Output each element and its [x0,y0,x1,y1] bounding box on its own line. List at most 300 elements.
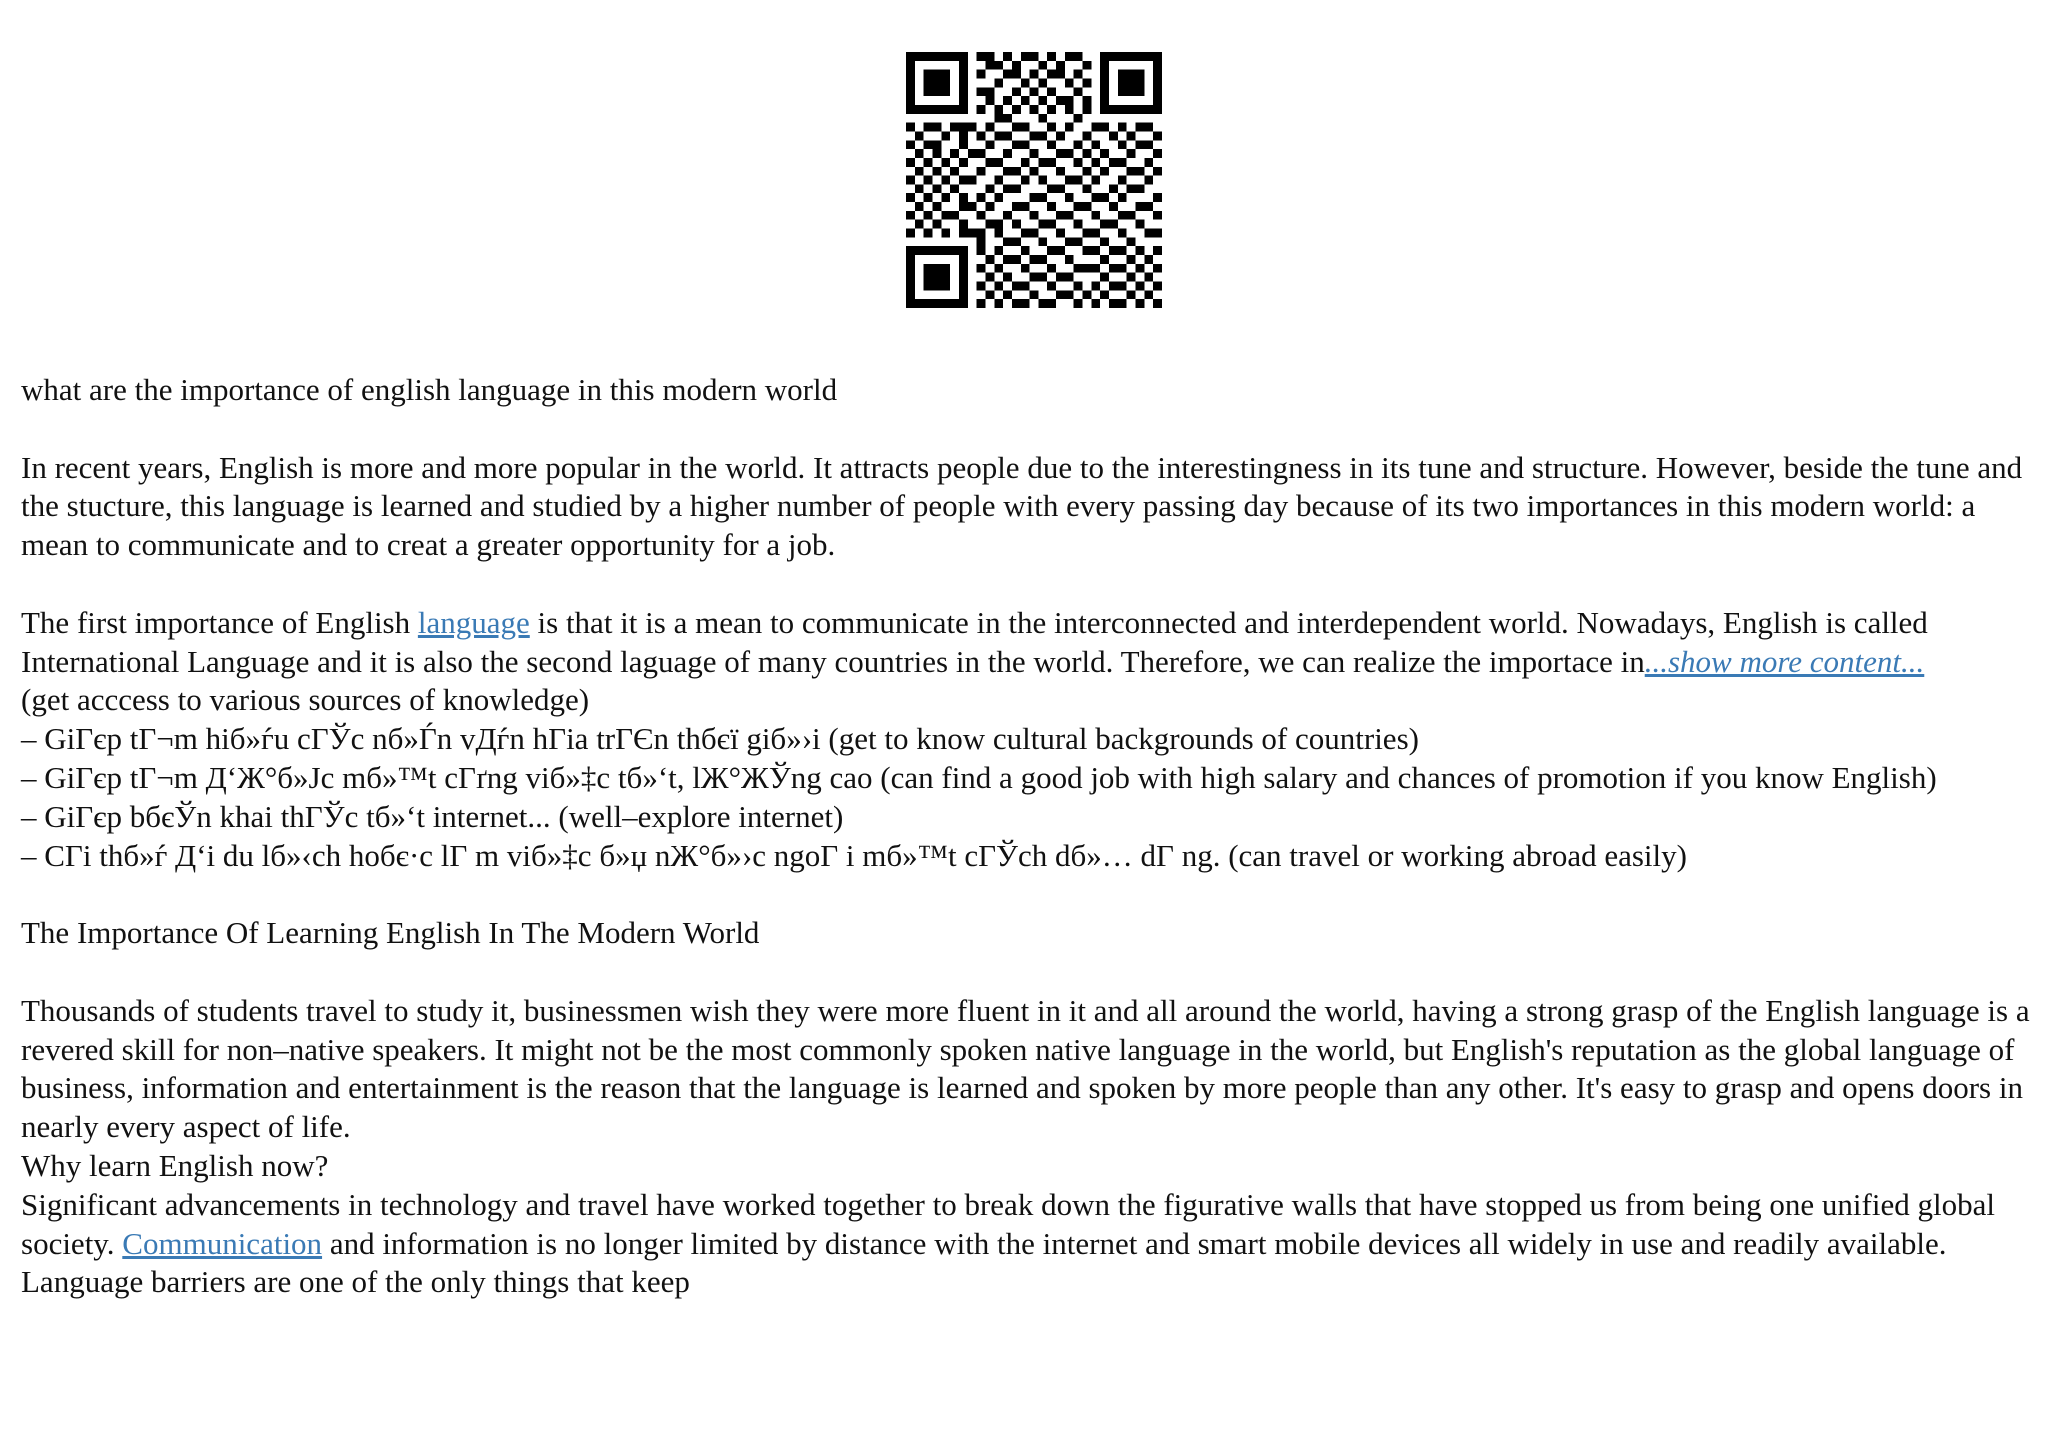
qr-module [977,246,986,255]
qr-module [1047,220,1056,229]
qr-module [994,264,1003,273]
qr-module [1118,123,1127,132]
qr-module [1012,299,1021,308]
qr-module [1012,220,1021,229]
qr-module [1038,193,1047,202]
spacer [21,875,2031,914]
qr-module [977,211,986,220]
qr-module [906,158,915,167]
qr-module [985,290,994,299]
qr-module [1065,149,1074,158]
qr-module [977,229,986,238]
qr-module [1153,299,1162,308]
qr-module [1100,237,1109,246]
qr-module [994,114,1003,123]
qr-module [915,184,924,193]
qr-module [968,123,977,132]
qr-module [1074,52,1083,61]
qr-module [1136,123,1145,132]
qr-module [959,202,968,211]
qr-module [1056,273,1065,282]
qr-module [1030,70,1039,79]
qr-module [1083,78,1092,87]
qr-module [1030,193,1039,202]
qr-module [950,184,959,193]
qr-module [906,229,915,238]
qr-module [1056,211,1065,220]
qr-module [1136,264,1145,273]
qr-module [1109,246,1118,255]
qr-module [1038,114,1047,123]
qr-module [1047,123,1056,132]
qr-module [1065,290,1074,299]
qr-module [1056,167,1065,176]
qr-module [1021,299,1030,308]
qr-module [1021,158,1030,167]
qr-module [1109,131,1118,140]
language-link[interactable]: language [417,604,530,640]
qr-module [1012,61,1021,70]
spacer [21,565,2031,604]
qr-module [977,193,986,202]
qr-module [1153,167,1162,176]
qr-module [906,123,915,132]
qr-module [1056,70,1065,79]
qr-module [1118,176,1127,185]
qr-module [1083,149,1092,158]
qr-module [1003,149,1012,158]
qr-module [1047,158,1056,167]
qr-module [906,140,915,149]
qr-module [1003,167,1012,176]
qr-module [1127,290,1136,299]
qr-module [968,176,977,185]
qr-module [1038,220,1047,229]
qr-module [1074,87,1083,96]
qr-module [1083,202,1092,211]
qr-module [959,176,968,185]
qr-module [941,158,950,167]
qr-module [1083,96,1092,105]
qr-module [994,220,1003,229]
qr-module [1074,237,1083,246]
list-line: – GiГєp tГ¬m Д‘Ж°б»Јc mб»™t cГґng viб»‡c tб»‘t, lЖ°ЖЎng cao (can find a good job with high salary and chances of promotion if you know English) [21,759,1937,795]
qr-module [1056,290,1065,299]
qr-module [1012,255,1021,264]
qr-module [1021,140,1030,149]
qr-module [994,176,1003,185]
qr-module [1030,229,1039,238]
qr-module [1118,158,1127,167]
qr-module [950,211,959,220]
qr-module [1065,96,1074,105]
qr-module [1109,264,1118,273]
qr-module [1021,229,1030,238]
qr-module [1056,149,1065,158]
qr-module [985,158,994,167]
qr-module [932,202,941,211]
paragraph-text: and information is no longer limited by distance with the internet and smart mobile devices all widely in use and readily available. Language barriers are one of the only things that keep [21,1225,1947,1300]
qr-module [1047,246,1056,255]
qr-module [1012,282,1021,291]
qr-module [1118,140,1127,149]
qr-module [941,131,950,140]
qr-module [959,158,968,167]
qr-module [1091,246,1100,255]
qr-module [1144,290,1153,299]
qr-module [1091,123,1100,132]
qr-module [1153,264,1162,273]
qr-module [1021,202,1030,211]
qr-module [1030,149,1039,158]
qr-module [1038,78,1047,87]
qr-module [1012,237,1021,246]
qr-module [1021,176,1030,185]
qr-module [1118,282,1127,291]
qr-module [1118,299,1127,308]
qr-module [1091,140,1100,149]
page-heading: what are the importance of english language in this modern world [21,372,838,407]
qr-module [1083,229,1092,238]
qr-module [1065,78,1074,87]
qr-module [1021,52,1030,61]
qr-module [977,282,986,291]
qr-module [985,220,994,229]
qr-module [1091,264,1100,273]
communication-link[interactable]: Communication [122,1225,323,1261]
qr-module [959,131,968,140]
qr-module [1074,158,1083,167]
qr-module [1100,193,1109,202]
qr-module [924,158,933,167]
qr-module [1056,229,1065,238]
qr-module [994,229,1003,238]
qr-module [924,70,950,96]
paragraph-text: is that it is a mean to communicate in the interconnected and interdependent world. Nowadays, English is called International Language and it is also the second laguage of many countries in the world. Therefore, we can realize the importace in [21,604,1928,679]
qr-module [994,78,1003,87]
qr-module [1153,246,1162,255]
qr-module [1136,140,1145,149]
qr-module [1021,282,1030,291]
qr-module [959,220,968,229]
qr-module [932,123,941,132]
qr-module [994,158,1003,167]
qr-code [906,52,1162,308]
qr-module [1012,123,1021,132]
qr-module [1153,282,1162,291]
qr-module [941,211,950,220]
qr-module [1030,105,1039,114]
qr-module [1003,290,1012,299]
qr-module [1100,255,1109,264]
intro-paragraph: In recent years, English is more and more popular in the world. It attracts people due to the interestingness in its tune and structure. However, beside the tune and the stucture, this language is learned and studied by a higher number of people with every passing day because of its two importances in this modern world: a mean to communicate and to creat a greater opportunity for a job. [21,449,2023,563]
qr-module [1091,176,1100,185]
qr-module [1047,52,1056,61]
qr-module [1030,52,1039,61]
qr-module [968,229,977,238]
qr-module [1012,202,1021,211]
qr-module [1083,184,1092,193]
qr-module [1100,167,1109,176]
qr-module [1136,220,1145,229]
qr-module [1065,193,1074,202]
qr-module [1038,131,1047,140]
question-line: Why learn English now? [21,1147,329,1183]
qr-module [1021,78,1030,87]
qr-module [994,105,1003,114]
qr-module [1038,255,1047,264]
qr-module [1047,264,1056,273]
qr-module [1021,264,1030,273]
qr-module [1144,140,1153,149]
qr-module [1074,299,1083,308]
qr-module [1109,184,1118,193]
qr-module [1056,184,1065,193]
qr-module [950,167,959,176]
qr-module [1056,131,1065,140]
qr-module [941,176,950,185]
qr-module [959,229,968,238]
qr-module [994,193,1003,202]
qr-module [1030,290,1039,299]
qr-module [1091,158,1100,167]
qr-module [1056,96,1065,105]
qr-module [977,237,986,246]
qr-module [1003,96,1012,105]
qr-module [1127,167,1136,176]
qr-module [1038,299,1047,308]
qr-module [1003,131,1012,140]
qr-module [1074,140,1083,149]
qr-module [1012,140,1021,149]
qr-module [985,123,994,132]
qr-module [968,202,977,211]
qr-module [1136,202,1145,211]
qr-module [1012,87,1021,96]
qr-module [924,176,933,185]
qr-module [1118,70,1144,96]
qr-module [1003,52,1012,61]
qr-module [1056,61,1065,70]
qr-module [1074,70,1083,79]
qr-module [1091,229,1100,238]
qr-module [1118,264,1127,273]
qr-module [1091,299,1100,308]
first-importance-paragraph [21,604,2031,682]
qr-module [1047,184,1056,193]
paragraph-text: Significant advancements in technology and travel have worked together to break down the figurative walls that have stopped us from being one unified global society. [21,1186,1995,1261]
qr-module [1118,229,1127,238]
qr-module [985,273,994,282]
qr-module [959,193,968,202]
qr-module [1030,211,1039,220]
qr-module [915,220,924,229]
qr-module [985,52,994,61]
qr-module [1109,220,1118,229]
technology-paragraph [21,1186,2031,1302]
qr-module [1136,167,1145,176]
qr-module [1083,290,1092,299]
qr-module [977,149,986,158]
qr-module [924,140,933,149]
qr-module [1136,246,1145,255]
qr-module [924,229,933,238]
qr-module [1100,290,1109,299]
qr-module [1083,167,1092,176]
qr-module [1030,167,1039,176]
qr-module [1074,264,1083,273]
qr-module [1100,149,1109,158]
qr-module [1074,176,1083,185]
qr-module [1083,264,1092,273]
list-line: – GiГєp tГ¬m hiб»ѓu cГЎc nб»Ѓn vДѓn hГіa trГЄn thбєї giб»›i (get to know cultural backgrounds of countries) [21,721,1419,757]
qr-module [906,211,915,220]
qr-module [1153,131,1162,140]
qr-module [1127,273,1136,282]
paragraph-text: The first importance of English [21,604,418,640]
list-line: – CГі thб»ѓ Д‘i du lб»‹ch hoбє·c lГ m viб»‡c б»џ nЖ°б»›c ngoГ i mб»™t cГЎch dб»… dГ ng. (can travel or working abroad easily) [21,837,1687,873]
show-more-link[interactable]: ...show more content... [1644,643,1925,679]
qr-module [1144,202,1153,211]
qr-module [932,184,941,193]
qr-module [1012,167,1021,176]
qr-module [994,299,1003,308]
qr-module [1153,229,1162,238]
qr-module [1065,105,1074,114]
qr-module [906,176,915,185]
qr-module [977,167,986,176]
qr-module [906,193,915,202]
qr-module [985,184,994,193]
qr-module [950,149,959,158]
qr-module [1065,176,1074,185]
qr-module [1144,176,1153,185]
qr-module [924,211,933,220]
qr-module [915,167,924,176]
qr-module [1003,184,1012,193]
qr-module [1127,149,1136,158]
qr-module [1127,255,1136,264]
qr-module [1012,184,1021,193]
qr-module [1038,61,1047,70]
qr-module [1083,131,1092,140]
qr-module [924,193,933,202]
qr-module [1083,61,1092,70]
qr-module [977,70,986,79]
qr-module [1083,246,1092,255]
qr-module [1127,184,1136,193]
qr-module [1038,158,1047,167]
qr-module [932,149,941,158]
qr-module [985,87,994,96]
qr-module [1003,70,1012,79]
qr-module [932,140,941,149]
qr-module [1118,211,1127,220]
qr-module [1047,299,1056,308]
qr-module [1153,211,1162,220]
qr-module [985,202,994,211]
qr-module [1065,237,1074,246]
qr-module [1021,96,1030,105]
qr-module [1065,255,1074,264]
qr-code-icon [906,52,1162,308]
qr-module [1065,273,1074,282]
qr-module [985,140,994,149]
qr-module [985,96,994,105]
list-line: (get acccess to various sources of knowledge) [21,682,590,718]
qr-module [1003,211,1012,220]
qr-module [1003,114,1012,123]
qr-module [1136,299,1145,308]
qr-module [1047,87,1056,96]
qr-module [1109,158,1118,167]
qr-module [1030,131,1039,140]
qr-module [1083,105,1092,114]
qr-module [1038,273,1047,282]
qr-module [1047,105,1056,114]
qr-module [932,167,941,176]
qr-module [932,220,941,229]
qr-module [1047,202,1056,211]
qr-module [1003,237,1012,246]
qr-module [941,229,950,238]
qr-module [924,123,933,132]
qr-module [985,255,994,264]
qr-module [968,149,977,158]
qr-module [1038,237,1047,246]
qr-module [977,131,986,140]
qr-module [1065,123,1074,132]
qr-module [1003,255,1012,264]
qr-module [1056,246,1065,255]
qr-module [1127,237,1136,246]
qr-module [1074,282,1083,291]
qr-module [1030,87,1039,96]
qr-module [950,123,959,132]
qr-module [1003,273,1012,282]
qr-module [1065,211,1074,220]
qr-module [994,246,1003,255]
qr-module [1030,255,1039,264]
qr-module [1065,52,1074,61]
document-body [21,371,2031,1302]
qr-module [994,61,1003,70]
qr-module [1144,273,1153,282]
qr-module [977,264,986,273]
qr-module [1127,131,1136,140]
qr-module [959,123,968,132]
qr-module [994,282,1003,291]
qr-module [1074,114,1083,123]
qr-module [1109,202,1118,211]
qr-module [1038,176,1047,185]
qr-module [959,140,968,149]
qr-module [1136,184,1145,193]
qr-module [1153,193,1162,202]
qr-module [1100,273,1109,282]
qr-module [1118,193,1127,202]
spacer [21,410,2031,449]
qr-module [977,87,986,96]
qr-module [1127,211,1136,220]
spacer [21,953,2031,992]
qr-module [977,105,986,114]
qr-module [1144,158,1153,167]
qr-module [1074,220,1083,229]
qr-module [1100,123,1109,132]
list-line: – GiГєp bбєЎn khai thГЎc tб»‘t internet... (well–explore internet) [21,798,844,834]
qr-module [1144,123,1153,132]
